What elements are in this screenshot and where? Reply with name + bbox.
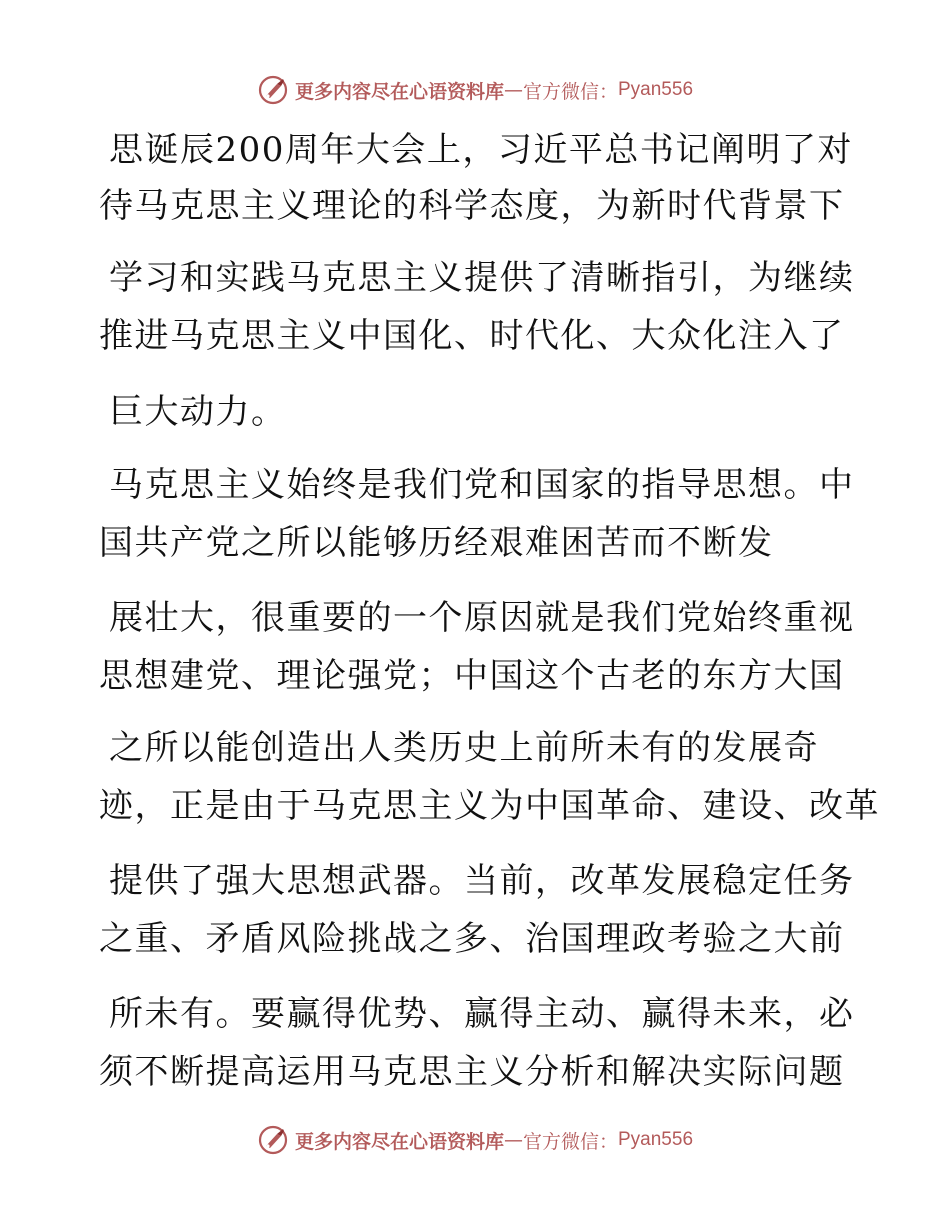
body-line: 马克思主义始终是我们党和国家的指导思想。中 <box>109 465 855 505</box>
header-watermark <box>0 72 950 108</box>
quill-pen-logo-icon <box>257 1124 289 1156</box>
footer-watermark <box>0 1122 950 1158</box>
body-line: 待马克思主义理论的科学态度，为新时代背景下 <box>99 186 845 226</box>
watermark-title: 更多内容尽在心语资料库 <box>294 80 504 103</box>
body-line: 思诞辰200周年大会上，习近平总书记阐明了对 <box>109 130 853 170</box>
body-line: 国共产党之所以能够历经艰难困苦而不断发 <box>99 523 774 563</box>
watermark-wechat-label: 官方微信： <box>522 80 618 103</box>
body-line: 巨大动力。 <box>109 392 287 432</box>
body-line: 须不断提高运用马克思主义分析和解决实际问题 <box>99 1052 845 1092</box>
quill-pen-logo-icon <box>257 74 289 106</box>
body-line: 推进马克思主义中国化、时代化、大众化注入了 <box>99 316 845 356</box>
body-line: 思想建党、理论强党；中国这个古老的东方大国 <box>99 656 845 696</box>
watermark-title: 更多内容尽在心语资料库 <box>294 1130 504 1153</box>
watermark-separator: — <box>503 79 523 101</box>
body-line: 学习和实践马克思主义提供了清晰指引，为继续 <box>109 258 855 298</box>
body-line: 之重、矛盾风险挑战之多、治国理政考验之大前 <box>99 919 845 959</box>
body-line: 提供了强大思想武器。当前，改革发展稳定任务 <box>109 861 855 901</box>
body-line: 之所以能创造出人类历史上前所未有的发展奇 <box>109 728 819 768</box>
body-line: 迹，正是由于马克思主义为中国革命、建设、改革 <box>99 786 880 826</box>
body-line: 展壮大，很重要的一个原因就是我们党始终重视 <box>109 598 855 638</box>
body-line: 所未有。要赢得优势、赢得主动、赢得未来，必 <box>109 994 855 1034</box>
watermark-separator: — <box>503 1129 523 1151</box>
watermark-wechat-label: 官方微信： <box>522 1130 618 1153</box>
watermark-wechat-id: Pyan556 <box>618 1129 694 1150</box>
watermark-wechat-id: Pyan556 <box>618 79 694 100</box>
